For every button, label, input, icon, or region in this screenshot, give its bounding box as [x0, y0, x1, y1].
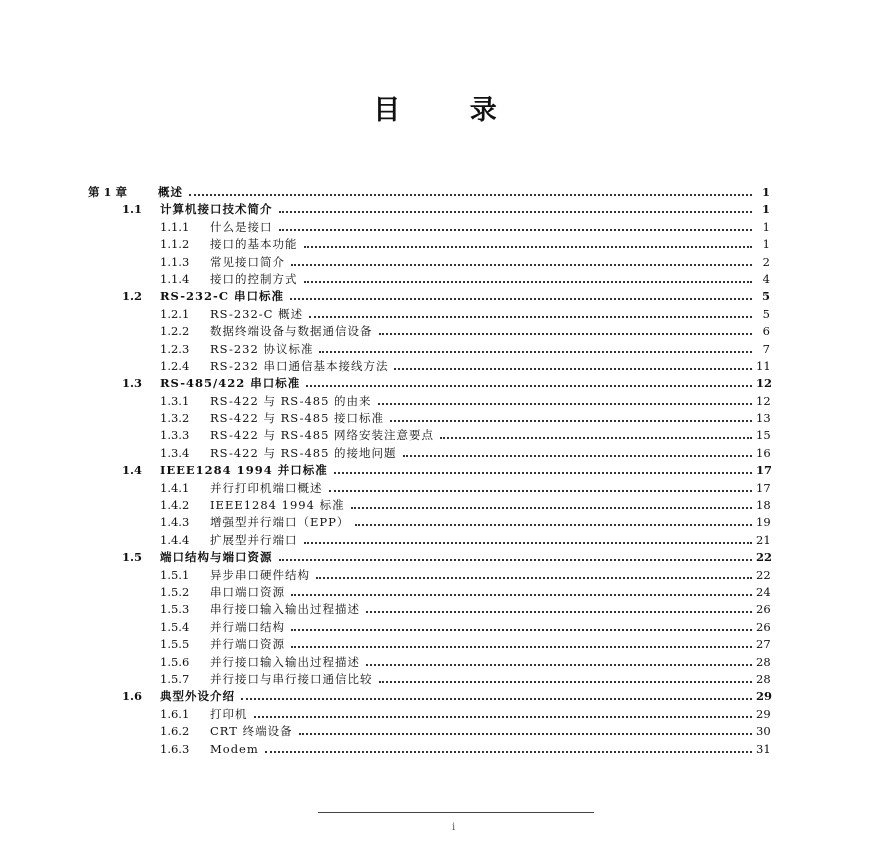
toc-entry[interactable] — [88, 525, 771, 547]
toc-entry-title: 并行接口输入输出过程描述 — [210, 654, 360, 669]
toc-entry-title: RS-232-C 概述 — [210, 306, 304, 321]
toc-entry[interactable] — [88, 420, 771, 443]
toc-entry-page: 1 — [762, 237, 770, 252]
toc-entry-title: RS-232 协议标准 — [210, 341, 314, 356]
toc-entry-title: RS-422 与 RS-485 网络安装注意要点 — [210, 428, 435, 443]
dot-leader — [309, 299, 752, 318]
toc-entry-title: CRT 终端设备 — [210, 724, 293, 739]
toc-entry[interactable] — [88, 473, 771, 495]
dot-leader — [291, 577, 752, 596]
toc-entry-page: 16 — [756, 445, 771, 460]
toc-entry-page: 6 — [762, 324, 770, 339]
toc-entry-page: 30 — [756, 724, 771, 739]
toc-entry-number: 1.5.2 — [160, 584, 190, 599]
toc-entry-page: 5 — [762, 306, 770, 321]
toc-entry-page: 13 — [756, 411, 771, 426]
toc-entry[interactable] — [88, 594, 771, 617]
toc-entry[interactable] — [88, 194, 770, 217]
toc-entry-number: 1.3.3 — [160, 428, 190, 443]
toc-entry[interactable] — [88, 438, 771, 460]
toc-entry-page: 19 — [756, 515, 771, 530]
toc-entry-title: 接口的控制方式 — [210, 271, 298, 286]
dot-leader — [378, 386, 752, 405]
toc-entry-title: 串行接口输入输出过程描述 — [210, 602, 360, 617]
toc-entry-page: 18 — [756, 498, 771, 513]
toc-entry-page: 1 — [761, 185, 770, 199]
dot-leader — [334, 455, 752, 474]
toc-entry-page: 17 — [756, 463, 773, 478]
toc-entry-title: 概述 — [158, 185, 183, 199]
dot-leader — [355, 507, 752, 526]
toc-entry-page: 27 — [756, 637, 771, 652]
dot-leader — [366, 594, 752, 613]
toc-entry[interactable] — [88, 455, 773, 478]
toc-entry[interactable] — [88, 229, 770, 252]
toc-entry[interactable] — [88, 212, 770, 234]
toc-entry-title: RS-485/422 串口标准 — [160, 376, 301, 391]
dot-leader — [299, 716, 752, 735]
toc-entry-number: 1.5 — [122, 550, 143, 565]
toc-entry[interactable] — [88, 647, 771, 669]
toc-entry-title: 常见接口简介 — [210, 254, 285, 269]
dot-leader — [279, 212, 753, 231]
toc-entry-number: 1.4.4 — [160, 532, 190, 547]
toc-entry-page: 28 — [756, 671, 771, 686]
toc-entry-title: Modem — [210, 741, 259, 756]
toc-entry-number: 1.6.2 — [160, 724, 190, 739]
toc-entry-title: IEEE1284 1994 标准 — [210, 498, 345, 513]
toc-entry-number: 1.5.3 — [160, 602, 190, 617]
dot-leader — [329, 473, 753, 492]
toc-entry-title: RS-422 与 RS-485 的接地问题 — [210, 445, 397, 460]
dot-leader — [254, 699, 753, 718]
toc-entry-number: 1.5.5 — [160, 637, 190, 652]
toc-entry[interactable] — [88, 403, 771, 426]
toc-entry-page: 26 — [756, 619, 771, 634]
toc-entry-number: 1.6.1 — [160, 706, 190, 721]
toc-entry[interactable] — [88, 612, 771, 634]
toc-entry[interactable] — [88, 507, 771, 530]
dot-leader — [394, 351, 752, 370]
toc-entry-page: 4 — [762, 271, 770, 286]
toc-entry[interactable] — [88, 351, 771, 373]
toc-entry[interactable] — [88, 681, 773, 704]
toc-entry[interactable] — [88, 299, 770, 321]
toc-entry[interactable] — [88, 247, 770, 269]
toc-entry-title: 端口结构与端口资源 — [160, 550, 273, 565]
toc-entry-title: 异步串口硬件结构 — [210, 567, 310, 582]
dot-leader — [316, 560, 752, 579]
toc-entry[interactable] — [88, 264, 770, 286]
toc-entry-page: 12 — [756, 376, 773, 391]
toc-entry[interactable] — [88, 281, 770, 304]
toc-entry[interactable] — [88, 560, 771, 582]
dot-leader — [379, 316, 753, 335]
dot-leader — [291, 247, 752, 266]
toc-entry-number: 1.3.4 — [160, 445, 190, 460]
toc-entry[interactable] — [88, 368, 773, 391]
toc-entry-title: RS-422 与 RS-485 的由来 — [210, 393, 372, 408]
toc-entry-page: 17 — [756, 480, 771, 495]
toc-entry[interactable] — [88, 177, 770, 199]
toc-entry-number: 1.6.3 — [160, 741, 190, 756]
toc-entry-page: 2 — [762, 254, 770, 269]
dot-leader — [241, 681, 752, 700]
toc-entry-title: 计算机接口技术简介 — [160, 202, 273, 217]
toc-entry-page: 21 — [756, 532, 771, 547]
dot-leader — [304, 525, 753, 544]
toc-entry-number: 1.1.2 — [160, 237, 190, 252]
toc-entry[interactable] — [88, 542, 773, 565]
toc-entry-number: 1.1 — [122, 202, 143, 217]
toc-entry-title: RS-232 串口通信基本接线方法 — [210, 358, 389, 373]
dot-leader — [319, 334, 752, 353]
toc-entry-page: 1 — [762, 219, 770, 234]
toc-entry-number: 1.3.1 — [160, 393, 190, 408]
dot-leader — [304, 229, 753, 248]
toc-entry-page: 12 — [756, 393, 771, 408]
toc-entry-title: 并行端口结构 — [210, 619, 285, 634]
toc-entry-number: 1.1.1 — [160, 219, 190, 234]
toc-entry-title: 并行端口资源 — [210, 637, 285, 652]
toc-entry-number: 1.2.3 — [160, 341, 190, 356]
toc-entry-title: RS-232-C 串口标准 — [160, 289, 284, 304]
toc-entry-number: 1.4 — [122, 463, 143, 478]
dot-leader — [290, 281, 752, 300]
toc-entry-number: 1.6 — [122, 689, 143, 704]
toc-entry[interactable] — [88, 699, 771, 721]
toc-entry[interactable] — [88, 629, 771, 652]
toc-entry-number: 1.5.4 — [160, 619, 190, 634]
toc-entry-title: 数据终端设备与数据通信设备 — [210, 324, 373, 339]
footer-rule — [318, 812, 594, 813]
toc-entry-page: 11 — [756, 358, 771, 373]
toc-entry-page: 15 — [756, 428, 771, 443]
toc-entry-title: 增强型并行端口（EPP） — [210, 515, 350, 530]
toc-entry-page: 22 — [756, 550, 773, 565]
toc-entry-page: 31 — [756, 741, 771, 756]
toc-entry[interactable] — [88, 734, 771, 756]
toc-entry-number: 1.2.4 — [160, 358, 190, 373]
toc-entry-page: 24 — [756, 584, 771, 599]
dot-leader — [379, 664, 753, 683]
dot-leader — [265, 734, 752, 753]
toc-entry-title: RS-422 与 RS-485 接口标准 — [210, 411, 385, 426]
toc-entry-title: 什么是接口 — [210, 219, 273, 234]
toc-entry-number: 1.5.6 — [160, 654, 190, 669]
dot-leader — [279, 542, 753, 561]
dot-leader — [291, 612, 752, 631]
dot-leader — [366, 647, 752, 666]
toc-entry-number: 1.2.2 — [160, 324, 190, 339]
toc-entry-page: 26 — [756, 602, 771, 617]
toc-entry-page: 28 — [756, 654, 771, 669]
toc-entry[interactable] — [88, 386, 771, 408]
toc-entry-number: 1.4.2 — [160, 498, 190, 513]
toc-entry[interactable] — [88, 664, 771, 686]
toc-entry-page: 5 — [761, 289, 770, 304]
toc-entry-number: 1.3 — [122, 376, 143, 391]
toc-entry-page: 22 — [756, 567, 771, 582]
page-title: 目 录 — [373, 95, 527, 126]
toc-entry-number: 1.5.1 — [160, 567, 190, 582]
toc-entry-page: 1 — [761, 202, 770, 217]
toc-entry[interactable] — [88, 316, 770, 339]
toc-entry-number: 1.1.3 — [160, 254, 190, 269]
dot-leader — [390, 403, 752, 422]
toc-entry-title: 并行打印机端口概述 — [210, 480, 323, 495]
toc-entry-number: 1.1.4 — [160, 271, 190, 286]
dot-leader — [403, 438, 752, 457]
dot-leader — [351, 490, 752, 509]
toc-entry-number: 1.5.7 — [160, 671, 190, 686]
dot-leader — [279, 194, 753, 213]
toc-entry-number: 1.4.3 — [160, 515, 190, 530]
toc-entry[interactable] — [88, 490, 771, 513]
toc-entry-number: 1.2.1 — [160, 306, 190, 321]
toc-entry-number: 1.3.2 — [160, 411, 190, 426]
toc-entry[interactable] — [88, 716, 771, 739]
toc-entry-title: 串口端口资源 — [210, 584, 285, 599]
toc-entry-page: 7 — [762, 341, 770, 356]
toc-entry[interactable] — [88, 334, 770, 356]
table-of-contents — [88, 177, 773, 756]
page-number-mark: i — [452, 822, 456, 833]
dot-leader — [189, 177, 752, 196]
dot-leader — [304, 264, 753, 283]
toc-entry-page: 29 — [756, 689, 773, 704]
toc-entry-title: IEEE1284 1994 并口标准 — [160, 463, 328, 478]
toc-entry-number: 1.2 — [122, 289, 143, 304]
dot-leader — [306, 368, 752, 387]
toc-entry[interactable] — [88, 577, 771, 599]
toc-entry-title: 打印机 — [210, 706, 248, 721]
dot-leader — [440, 420, 752, 439]
toc-entry-number: 第 1 章 — [88, 185, 128, 199]
toc-entry-title: 接口的基本功能 — [210, 237, 298, 252]
toc-entry-page: 29 — [756, 706, 771, 721]
dot-leader — [291, 629, 752, 648]
toc-entry-title: 并行接口与串行接口通信比较 — [210, 671, 373, 686]
toc-entry-number: 1.4.1 — [160, 480, 190, 495]
toc-entry-title: 扩展型并行端口 — [210, 532, 298, 547]
toc-entry-title: 典型外设介绍 — [160, 689, 235, 704]
